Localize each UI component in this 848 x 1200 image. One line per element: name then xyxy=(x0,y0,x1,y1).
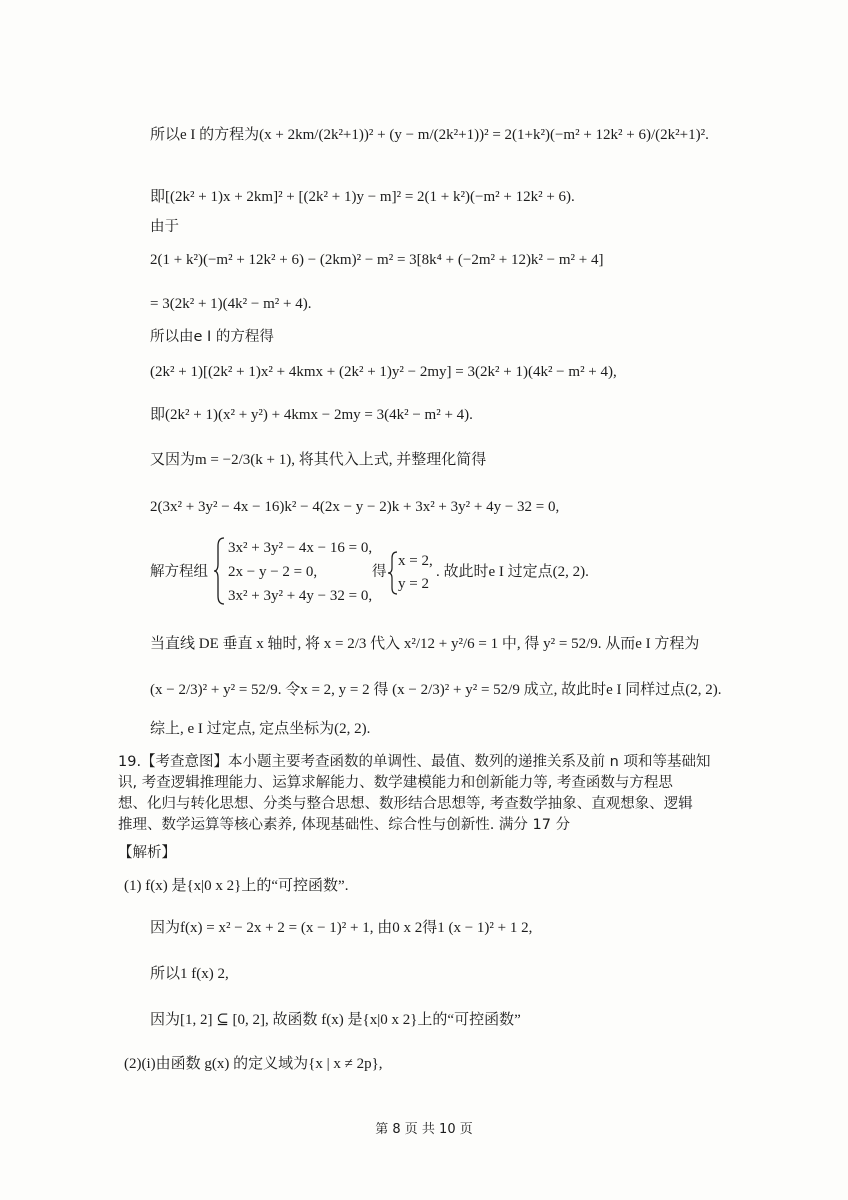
part-1-range: 所以1 f(x) 2, xyxy=(150,966,229,982)
system-brace xyxy=(214,536,226,606)
vertical-line-case: 当直线 DE 垂直 x 轴时, 将 x = 2/3 代入 x²/12 + y²/6 = 1 中, 得 y² = 52/9. 从而e I 方程为 xyxy=(150,636,700,652)
substitution-line: 又因为m = −2/3(k + 1), 将其代入上式, 并整理化简得 xyxy=(150,452,487,468)
system-row-1: 3x² + 3y² − 4x − 16 = 0, xyxy=(228,540,373,556)
solution-row-2: y = 2 xyxy=(398,576,429,592)
fixed-point-conclusion: . 故此时e I 过定点(2, 2). xyxy=(436,564,589,580)
solution-brace xyxy=(388,550,398,596)
identity-equation: 2(1 + k²)(−m² + 12k² + 6) − (2km)² − m² = 3[8k⁴ + (−2m² + 12)k² − m² + 4] xyxy=(150,252,604,268)
system-row-2: 2x − y − 2 = 0, xyxy=(228,564,318,580)
system-label: 解方程组 xyxy=(150,564,208,580)
q19-intent-line-1: 19.【考查意图】本小题主要考查函数的单调性、最值、数列的递推关系及前 n 项和等基础知 xyxy=(118,754,711,770)
k-polynomial-equation: 2(3x² + 3y² − 4x − 16)k² − 4(2x − y − 2)k + 3x² + 3y² + 4y − 32 = 0, xyxy=(150,499,560,515)
simplified-equation: 即(2k² + 1)(x² + y²) + 4kmx − 2my = 3(4k² − m² + 4). xyxy=(150,407,473,423)
expanded-equation: 即[(2k² + 1)x + 2km]² + [(2k² + 1)y − m]² = 2(1 + k²)(−m² + 12k² + 6). xyxy=(150,189,575,205)
system-row-3: 3x² + 3y² + 4y − 32 = 0, xyxy=(228,588,373,604)
part-1-conclusion: 因为[1, 2] ⊆ [0, 2], 故函数 f(x) 是{x|0 x 2}上的“可控函数” xyxy=(150,1012,521,1028)
because-label: 由于 xyxy=(150,219,179,235)
circle-equation: 所以e I 的方程为(x + 2km/(2k²+1))² + (y − m/(2k²+1))² = 2(1+k²)(−m² + 12k² + 6)/(2k²+1)². xyxy=(150,127,709,143)
analysis-heading: 【解析】 xyxy=(118,845,176,861)
derive-label: 所以由e I 的方程得 xyxy=(150,329,274,345)
product-equation: (2k² + 1)[(2k² + 1)x² + 4kmx + (2k² + 1)y² − 2my] = 3(2k² + 1)(4k² − m² + 4), xyxy=(150,364,617,380)
vertical-line-circle: (x − 2/3)² + y² = 52/9. 令x = 2, y = 2 得 (x − 2/3)² + y² = 52/9 成立, 故此时e I 同样过点(2, 2). xyxy=(150,682,722,698)
part-1-claim: (1) f(x) 是{x|0 x 2}上的“可控函数”. xyxy=(124,878,349,894)
solution-row-1: x = 2, xyxy=(398,553,433,569)
page-footer: 第 8 页 共 10 页 xyxy=(375,1122,473,1137)
q19-intent-line-3: 想、化归与转化思想、分类与整合思想、数形结合思想等, 考查数学抽象、直观想象、逻辑 xyxy=(118,796,693,812)
part-1-reason: 因为f(x) = x² − 2x + 2 = (x − 1)² + 1, 由0 x 2得1 (x − 1)² + 1 2, xyxy=(150,920,533,936)
q19-intent-line-4: 推理、数学运算等核心素养, 体现基础性、综合性与创新性. 满分 17 分 xyxy=(118,817,571,833)
part-2-start: (2)(i)由函数 g(x) 的定义域为{x | x ≠ 2p}, xyxy=(124,1056,383,1072)
get-label: 得 xyxy=(372,564,387,580)
q19-intent-line-2: 识, 考查逻辑推理能力、运算求解能力、数学建模能力和创新能力等, 考查函数与方程思 xyxy=(118,775,673,791)
q19-intent xyxy=(118,752,758,836)
summary-line: 综上, e I 过定点, 定点坐标为(2, 2). xyxy=(150,721,371,737)
factored-equation: = 3(2k² + 1)(4k² − m² + 4). xyxy=(150,296,312,312)
